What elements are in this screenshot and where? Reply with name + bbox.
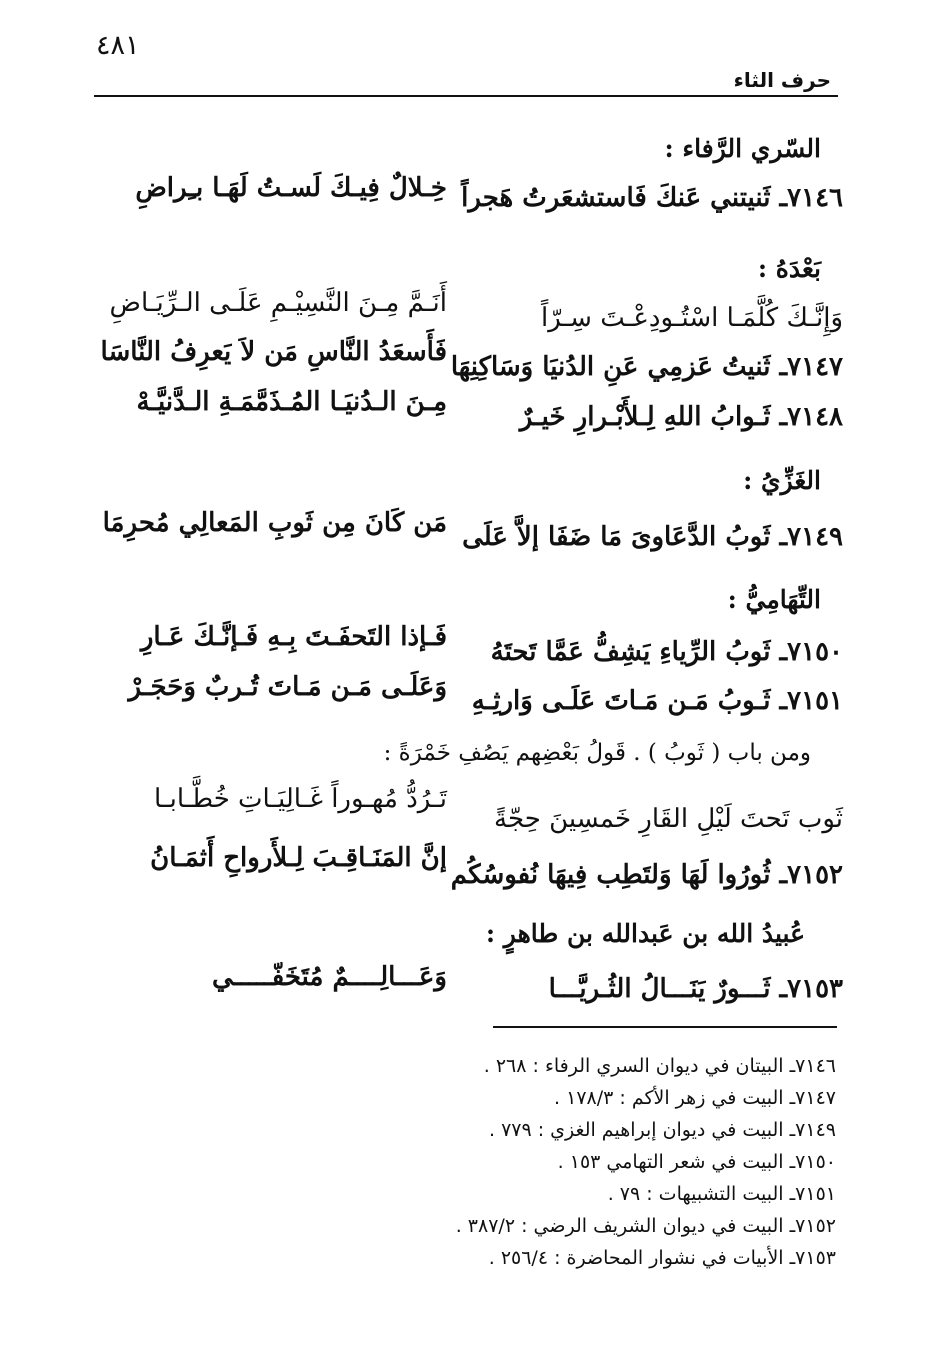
verse-first-hemistich: ٧١٥١ـ ثَـوبُ مَـن مَـاتَ عَلَـى وَارثِـهِ <box>471 686 843 716</box>
footnote: ٧١٥٢ـ البيت في ديوان الشريف الرضي : ٣٨٧/٢ . <box>455 1215 836 1237</box>
header-rule <box>94 95 838 97</box>
poet-heading: عُبيدُ الله بن عَبدالله بن طاهرٍ : <box>485 919 805 948</box>
poet-heading: بَعْدَهُ : <box>757 254 821 283</box>
verse-second-hemistich: أَنَـمَّ مِـنَ النَّسِيْـمِ عَلَـى الـرِّيَـاضِ <box>109 288 447 318</box>
footnote: ٧١٤٩ـ البيت في ديوان إبراهيم الغزي : ٧٧٩ . <box>488 1119 836 1141</box>
verse-second-hemistich: فَـإذا التَحفَـتَ بِـهِ فَـإنَّـكَ عَـارِ <box>140 622 447 652</box>
poet-heading: التِّهَامِيُّ : <box>727 585 821 614</box>
verse-second-hemistich: فَأَسعَدُ النَّاسِ مَن لاَ يَعرِفُ النَّاسَا <box>100 337 447 367</box>
verse-second-hemistich: إنَّ المَنَـاقِـبَ لِـلأَرواحِ أَثمَـانُ <box>150 843 447 873</box>
page-number: ٤٨١ <box>96 30 140 61</box>
poet-heading: السّري الرَّفاء : <box>664 134 821 163</box>
running-head: حرف الثاء <box>733 68 831 92</box>
verse-second-hemistich: مَن كَانَ مِن ثَوبِ المَعالِي مُحرِمَا <box>102 508 447 538</box>
verse-first-hemistich: ٧١٤٩ـ ثَوبُ الدَّعَاوىَ مَا ضَفَا إلاَّ عَلَى <box>462 522 843 552</box>
verse-first-hemistich: وَإِنَّـكَ كُلَّمَـا اسْتُـودِعْـتَ سِـرّاً <box>540 303 843 333</box>
poet-heading: الغَزِّيُ : <box>743 466 821 495</box>
footnotes <box>376 1050 836 1274</box>
verse-first-hemistich: ٧١٥٢ـ ثُورُوا لَهَا وَلتَطِب فِيهَا نُفوسُكُم <box>450 860 843 890</box>
verse-first-hemistich: ٧١٤٧ـ ثَنيتُ عَزمِي عَنِ الدُنيَا وَسَاكِنِهَا <box>450 352 843 382</box>
footnote: ٧١٤٦ـ البيتان في ديوان السري الرفاء : ٢٦٨ . <box>483 1055 836 1077</box>
verse-first-hemistich: ٧١٤٨ـ ثَـوابُ اللهِ لِـلأَبْـرارِ خَيـرٌ <box>519 402 843 432</box>
verse-first-hemistich: ٧١٥٠ـ ثَوبُ الرِّياءِ يَشِفُّ عَمَّا تَحتَهُ <box>490 637 843 667</box>
verse-second-hemistich: وَعَلَـى مَـن مَـاتَ تُـربٌ وَحَجَـرْ <box>128 672 447 702</box>
footnote: ٧١٥١ـ البيت التشبيهات : ٧٩ . <box>607 1183 836 1205</box>
verse-second-hemistich: وَعَـــالِــــمٌ مُتَخَفّـــــي <box>211 962 447 992</box>
verse-second-hemistich: خِـلالٌ فِيـكَ لَسـتُ لَهَـا بـِراضِ <box>135 173 447 203</box>
footnote: ٧١٤٧ـ البيت في زهر الأكم : ١٧٨/٣ . <box>554 1087 836 1109</box>
footnote: ٧١٥٠ـ البيت في شعر التهامي ١٥٣ . <box>557 1151 836 1173</box>
verse-second-hemistich: تَـرُدُّ مُهـوراً غَـالِيَـاتِ خُطَّـابـا <box>154 784 447 814</box>
verse-first-hemistich: ثَوب تَحتَ لَيْلِ القَارِ خَمسِينَ حِجّةً <box>494 804 843 834</box>
footnote-rule <box>493 1026 837 1028</box>
prose-line: ومن باب ( ثَوبُ ) . قَولُ بَعْضِهم يَصُفِ خَمْرَةً : <box>383 740 811 766</box>
verse-second-hemistich: مِـنَ الـدُنيَـا المُـذَمَّمَـةِ الـدَّنيَّـهْ <box>136 387 447 417</box>
verse-first-hemistich: ٧١٤٦ـ ثَنيتني عَنكَ فَاستشعَرتُ هَجراً <box>461 183 843 213</box>
verse-first-hemistich: ٧١٥٣ـ ثَـــورٌ يَنَـــالُ الثُـريَّـــا <box>548 974 843 1004</box>
footnote: ٧١٥٣ـ الأبيات في نشوار المحاضرة : ٢٥٦/٤ . <box>488 1247 836 1269</box>
